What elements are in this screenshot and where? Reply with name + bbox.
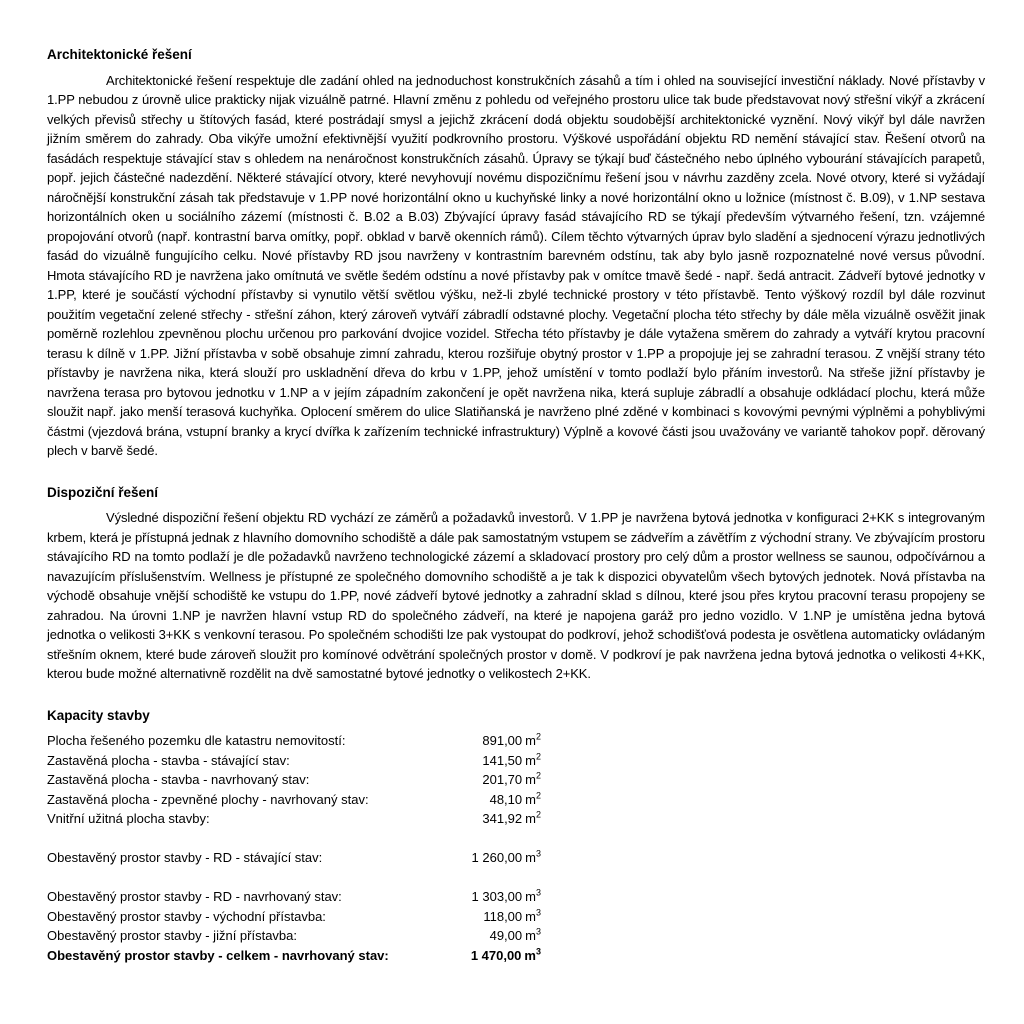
capacity-value: 48,10 $m^2$ xyxy=(489,790,541,807)
capacity-label: Vnitřní užitná plocha stavby: xyxy=(47,811,210,826)
capacity-row xyxy=(47,809,541,829)
capacity-value: 49,00 $m^3$ xyxy=(489,926,541,943)
capacity-value: 891,00 $m^2$ xyxy=(482,731,541,748)
unit-label: $m^2$ xyxy=(525,770,541,787)
capacity-row-total xyxy=(47,946,541,966)
unit-label: $m^3$ xyxy=(525,907,541,924)
capacity-label: Plocha řešeného pozemku dle katastru nemovitostí: xyxy=(47,733,346,748)
section-capacities xyxy=(47,706,985,966)
capacity-row xyxy=(47,770,541,790)
unit-label: $m^2$ xyxy=(525,751,541,768)
capacity-row xyxy=(47,907,541,927)
capacity-value: 1 260,00 $m^3$ xyxy=(471,848,541,865)
table-spacer xyxy=(47,868,541,888)
capacity-label: Obestavěný prostor stavby - RD - stávající stav: xyxy=(47,850,323,865)
capacity-value: 1 470,00 $m^3$ xyxy=(470,946,541,963)
unit-label: $m^2$ xyxy=(525,790,541,807)
unit-label: $m^2$ xyxy=(525,731,541,748)
section-heading-capacities: Kapacity stavby xyxy=(47,707,150,723)
section-architectural xyxy=(47,45,985,461)
unit-label: $m^3$ xyxy=(525,887,541,904)
capacity-row xyxy=(47,848,541,868)
capacity-label: Obestavěný prostor stavby - celkem - navrhovaný stav: xyxy=(47,947,389,963)
unit-label: $m^3$ xyxy=(524,946,541,963)
capacity-label: Obestavěný prostor stavby - jižní přístavba: xyxy=(47,928,297,943)
section-heading-architectural: Architektonické řešení xyxy=(47,47,192,62)
section-heading-layout: Dispoziční řešení xyxy=(47,484,159,500)
capacity-label: Zastavěná plocha - stavba - navrhovaný stav: xyxy=(47,772,310,787)
capacity-row xyxy=(47,887,541,907)
capacity-row xyxy=(47,926,541,946)
unit-label: $m^2$ xyxy=(525,809,541,826)
capacity-label: Obestavěný prostor stavby - východní přístavba: xyxy=(47,908,326,924)
unit-label: $m^3$ xyxy=(525,848,541,865)
capacity-value: 118,00 $m^3$ xyxy=(483,907,541,924)
table-spacer xyxy=(47,829,541,849)
capacity-label: Zastavěná plocha - zpevněné plochy - navrhovaný stav: xyxy=(47,791,369,807)
capacity-row xyxy=(47,790,541,810)
capacity-value: 1 303,00 $m^3$ xyxy=(471,887,541,904)
capacity-table xyxy=(47,731,541,965)
section-layout xyxy=(47,483,985,684)
paragraph-architectural: Architektonické řešení respektuje dle zadání ohled na jednoduchost konstrukčních zásahů a tím i ohled na související investiční náklady. Nové přístavby v 1.PP nebudou z úrovně ulice prakticky nijak vizuálně patrné. Hlavní změnu z pohledu od veřejného prostoru ulice tak bude představovat nový střešní vikýř a zkrácení velkých převisů střechy u štítových fasád, které postrádají smysl a jejichž zkrácení dodá objektu soudobější architektonické vyznění. Nový vikýř byl dále navržen jižním směrem do zahrady. Oba vikýře umožní efektivnější využití podkrovního prostoru. Výškové uspořádání objektu RD nemění stávající stav. Řešení otvorů na fasádách respektuje stávající stav s ohledem na nenáročnost konstrukčních zásahů. Úpravy se týkají buď částečného nebo úplného vybourání stávajících parapetů, popř. jejich částečné nadezdění. Některé stávající otvory, které nevyhovují novému dispozičnímu řešení jsou v návrhu zazděny zcela. Nové otvory, které si vyžádají náročnější konstrukční zásah tak představuje v 1.PP nové horizontální okno u kuchyňské linky a nové horizontální okno u ložnice (místnost č. B.09), v 1.NP sestava horizontálních oken u sociálního zázemí (místnosti č. B.02 a B.03) Zbývající úpravy fasád stávajícího RD se týkají především výtvarného řešení, tzn. vzájemné propojování otvorů (např. kontrastní barva omítky, popř. obklad v barvě okenních rámů). Cílem těchto výtvarných úprav bylo sladění a sjednocení výrazu jednotlivých fasád do vizuálně fungujícího celku. Nové přístavby RD jsou navrženy v kontrastním barevném odstínu, tak aby bylo jasně rozpoznatelné nové versus původní. Hmota stávajícího RD je navržena jako omítnutá ve světle šedém odstínu a nové přístavby pak v omítce tmavě šedé - např. šedá antracit. Zádveří bytové jednotky v 1.PP, které je součástí východní přístavby si vynutilo větší světlou výšku, než-li zbylé technické prostory v této přístavbě. Tento výškový rozdíl byl dále rozvinut použitím vegetační zelené střechy - střešní záhon, který zároveň vytváří zábradlí odstavné plochy. Vegetační plocha této střechy by dále měla vizuálně osvěžit jinak poměrně rozlehlou zpevněnou plochu určenou pro parkování dvojice vozidel. Střecha této přístavby je dále vytažena směrem do zahrady a vytváří krytou pracovní terasu k dílně v 1.PP. Jižní přístavba v sobě obsahuje zimní zahradu, kterou rozšiřuje obytný prostor v 1.PP a propojuje jej se zahradní terasou. Z vnější strany této přístavby je navržena nika, která slouží pro uskladnění dřeva do krbu v 1.PP, jehož umístění v tomto podlaží bylo přáním investorů. Na střeše jižní přístavby je navržena terasa pro bytovou jednotku v 1.NP a v jejím západním zakončení je opět navržena nika, která supluje zábradlí a obsahuje odkládací plochu, která může sloužit např. jako menší terasová kuchyňka. Oplocení směrem do ulice Slatiňanská je navrženo plné zděné v kombinaci s kovovými pevnými výplněmi a pohyblivými částmi (vjezdová brána, vstupní branky a krycí dvířka k zařízením technické infrastruktury) Výplně a kovové části jsou uvažovány ve variantě tahokov popř. děrovaný plech v barvě šedé. xyxy=(47,72,985,458)
capacity-row xyxy=(47,751,541,771)
capacity-label: Obestavěný prostor stavby - RD - navrhovaný stav: xyxy=(47,889,342,904)
capacity-value: 141,50 $m^2$ xyxy=(482,751,541,768)
capacity-value: 341,92 $m^2$ xyxy=(482,809,541,826)
capacity-value: 201,70 $m^2$ xyxy=(482,770,541,787)
capacity-label: Zastavěná plocha - stavba - stávající stav: xyxy=(47,752,290,768)
capacity-row xyxy=(47,731,541,751)
unit-label: $m^3$ xyxy=(525,926,541,943)
paragraph-layout: Výsledné dispoziční řešení objektu RD vychází ze záměrů a požadavků investorů. V 1.PP je navržena bytová jednotka v konfiguraci 2+KK s integrovaným krbem, která je přístupná jednak z hlavního domovního schodiště a dále pak samostatným vstupem se zádveřím a závětřím z východní strany. Ve zbývajícím prostoru stávajícího RD na tomto podlaží je dle požadavků navrženo technologické zázemí a skladovací prostory pro celý dům a prostor wellness se saunou, odpočívárnou a navazujícím příslušenstvím. Wellness je přístupné ze společného domovního schodiště a je tak k dispozici obyvatelům všech bytových jednotek. Nová přístavba na východě obsahuje vnější schodiště ke vstupu do 1.PP, nové zádveří bytové jednotky a zahradní sklad s dílnou, které jsou přes krytou pracovní terasu propojeny se zahradou. Na úrovni 1.NP je navržen hlavní vstup RD do společného zádveří, na které je napojena garáž pro jedno vozidlo. V 1.NP je umístěna jedna bytová jednotka o velikosti 3+KK s venkovní terasou. Po společném schodišti lze pak vystoupat do podkroví, jehož schodišťová podesta je osvětlena automaticky ovládaným střešním oknem, které bude zároveň sloužit pro komínové odvětrání společných prostor v domě. V podkroví je pak navržena jedna bytová jednotka o velikosti 4+KK, kterou bude možné alternativně rozdělit na dvě samostatné bytové jednotky o velikostech 2+KK. xyxy=(47,510,985,681)
